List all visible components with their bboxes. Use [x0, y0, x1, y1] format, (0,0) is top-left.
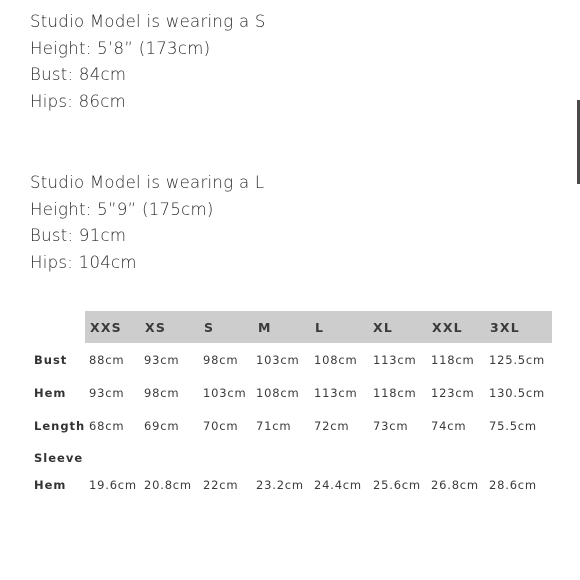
table-cell: 26.8cm: [431, 478, 479, 492]
size-header-s: S: [204, 320, 215, 335]
table-cell: 25.6cm: [373, 478, 421, 492]
table-cell: 74cm: [431, 419, 467, 433]
table-cell: 68cm: [89, 419, 125, 433]
table-cell: 113cm: [373, 353, 417, 367]
row-label-bust: Bust: [34, 353, 68, 367]
row-label-hem: Hem: [34, 386, 67, 400]
size-header-l: L: [315, 320, 325, 335]
table-cell: 118cm: [431, 353, 475, 367]
model-size-line: Studio Model is wearing a L: [30, 173, 265, 192]
table-cell: 98cm: [203, 353, 239, 367]
model-hips-line: Hips: 86cm: [30, 91, 127, 111]
table-cell: 108cm: [256, 386, 300, 400]
table-cell: 130.5cm: [489, 386, 546, 400]
size-header-m: M: [258, 320, 272, 335]
model-bust-line: Bust: 91cm: [30, 226, 127, 245]
table-cell: 19.6cm: [89, 478, 137, 492]
table-cell: 123cm: [431, 386, 475, 400]
table-cell: 20.8cm: [144, 478, 192, 492]
table-cell: 93cm: [144, 353, 180, 367]
model-info-small: [30, 9, 266, 115]
size-header-xs: XS: [145, 320, 167, 335]
model-bust-line: Bust: 84cm: [30, 65, 127, 84]
table-cell: 22cm: [203, 478, 239, 492]
table-cell: 71cm: [256, 419, 292, 433]
table-cell: 98cm: [144, 386, 180, 400]
model-size-line: Studio Model is wearing a S: [30, 12, 266, 31]
table-cell: 113cm: [314, 386, 358, 400]
table-cell: 24.4cm: [314, 478, 362, 492]
table-cell: 103cm: [203, 386, 247, 400]
table-cell: 103cm: [256, 353, 300, 367]
size-header-xxl: XXL: [432, 320, 463, 335]
size-header-xxs: XXS: [90, 320, 122, 335]
table-cell: 108cm: [314, 353, 358, 367]
model-info-large: [30, 170, 264, 276]
size-header-3xl: 3XL: [490, 320, 520, 335]
size-header-xl: XL: [373, 320, 394, 335]
table-cell: 125.5cm: [489, 353, 546, 367]
model-height-line: Height: 5’8” (173cm): [30, 38, 211, 58]
table-cell: 70cm: [203, 419, 239, 433]
model-height-line: Height: 5”9” (175cm): [30, 199, 214, 219]
table-cell: 28.6cm: [489, 478, 537, 492]
table-cell: 118cm: [373, 386, 417, 400]
row-label-sleeve: Sleeve: [34, 451, 84, 465]
table-cell: 23.2cm: [256, 478, 304, 492]
table-cell: 72cm: [314, 419, 350, 433]
table-cell: 88cm: [89, 353, 125, 367]
table-cell: 69cm: [144, 419, 180, 433]
model-hips-line: Hips: 104cm: [30, 252, 137, 272]
table-cell: 75.5cm: [489, 419, 537, 433]
row-label-length: Length: [34, 419, 86, 433]
table-cell: 73cm: [373, 419, 409, 433]
table-cell: 93cm: [89, 386, 125, 400]
row-label-sleeve-hem: Hem: [34, 478, 67, 492]
